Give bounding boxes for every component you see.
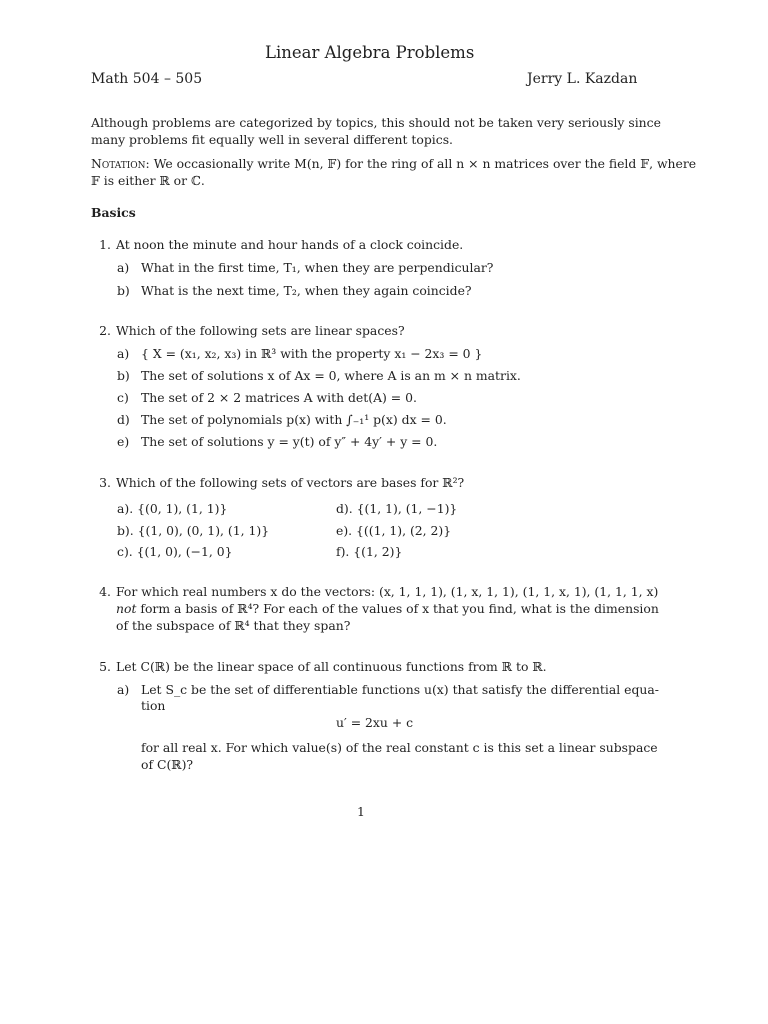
document-title: Linear Algebra Problems [265,43,475,62]
emphasis-not: not [116,601,137,616]
problem-number: 5. [99,659,111,674]
item-label: a) [117,346,130,361]
problem-4-line-2-text: form a basis of ℝ⁴? For each of the values of x that you find, what is the dimension [140,601,659,616]
notation-text-1: We occasionally write M(n, 𝔽) for the ring of all n × n matrices over the field 𝔽, where [153,156,697,171]
problem-5a-line-2: tion [141,698,166,713]
problem-5a-line-3: for all real x. For which value(s) of the real constant c is this set a linear subspace [141,740,658,755]
problem-4-line-1: For which real numbers x do the vectors: (x, 1, 1, 1), (1, x, 1, 1), (1, 1, x, 1), (1, 1, 1, x) [116,584,659,599]
problem-3-text: Which of the following sets of vectors are bases for ℝ²? [116,475,465,490]
item-label: b) [117,368,130,383]
notation-line-2: 𝔽 is either ℝ or ℂ. [91,173,205,188]
problem-2b-text: The set of solutions x of Ax = 0, where A is an m × n matrix. [141,368,521,383]
problem-2a-text: { X = (x₁, x₂, x₃) in ℝ³ with the property x₁ − 2x₃ = 0 } [141,346,483,361]
item-label: a) [117,260,130,275]
problem-number: 2. [99,323,111,338]
problem-2e-text: The set of solutions y = y(t) of y″ + 4y′ + y = 0. [141,434,438,449]
item-label: d) [117,412,130,427]
display-equation: u′ = 2xu + c [336,715,414,730]
item-label: c) [117,390,129,405]
option-a: a). {(0, 1), (1, 1)} [117,501,228,516]
notation-label: Notation: [91,156,150,171]
notation-line-1 [91,156,696,172]
problem-1a-text: What in the first time, T₁, when they are perpendicular? [141,260,494,275]
item-label: e) [117,434,130,449]
problem-5a-line-1: Let S_c be the set of differentiable functions u(x) that satisfy the differential equa- [141,682,659,697]
section-title: Basics [91,205,136,220]
problem-2d-text: The set of polynomials p(x) with ∫₋₁¹ p(x) dx = 0. [141,412,447,427]
problem-2c-text: The set of 2 × 2 matrices A with det(A) = 0. [141,390,417,405]
problem-number: 3. [99,475,111,490]
option-b: b). {(1, 0), (0, 1), (1, 1)} [117,523,270,538]
problem-1-text: At noon the minute and hour hands of a clock coincide. [116,237,464,252]
problem-number: 1. [99,237,111,252]
problem-number: 4. [99,584,111,599]
page-number: 1 [357,804,365,819]
problem-4-line-3: of the subspace of ℝ⁴ that they span? [116,618,351,633]
problem-1b-text: What is the next time, T₂, when they again coincide? [141,283,472,298]
problem-4-line-2 [116,601,659,617]
problem-2-text: Which of the following sets are linear spaces? [116,323,405,338]
option-d: d). {(1, 1), (1, −1)} [336,501,458,516]
item-label: a) [117,682,130,697]
option-c: c). {(1, 0), (−1, 0} [117,544,233,559]
author-name: Jerry L. Kazdan [527,71,638,87]
problem-5a-line-4: of C(ℝ)? [141,757,194,772]
option-e: e). {((1, 1), (2, 2)} [336,523,452,538]
course-label: Math 504 – 505 [91,71,203,87]
option-f: f). {(1, 2)} [336,544,403,559]
intro-line-2: many problems fit equally well in several different topics. [91,132,453,147]
problem-5-text: Let C(ℝ) be the linear space of all continuous functions from ℝ to ℝ. [116,659,547,674]
intro-line-1: Although problems are categorized by topics, this should not be taken very seriously since [91,115,661,130]
item-label: b) [117,283,130,298]
